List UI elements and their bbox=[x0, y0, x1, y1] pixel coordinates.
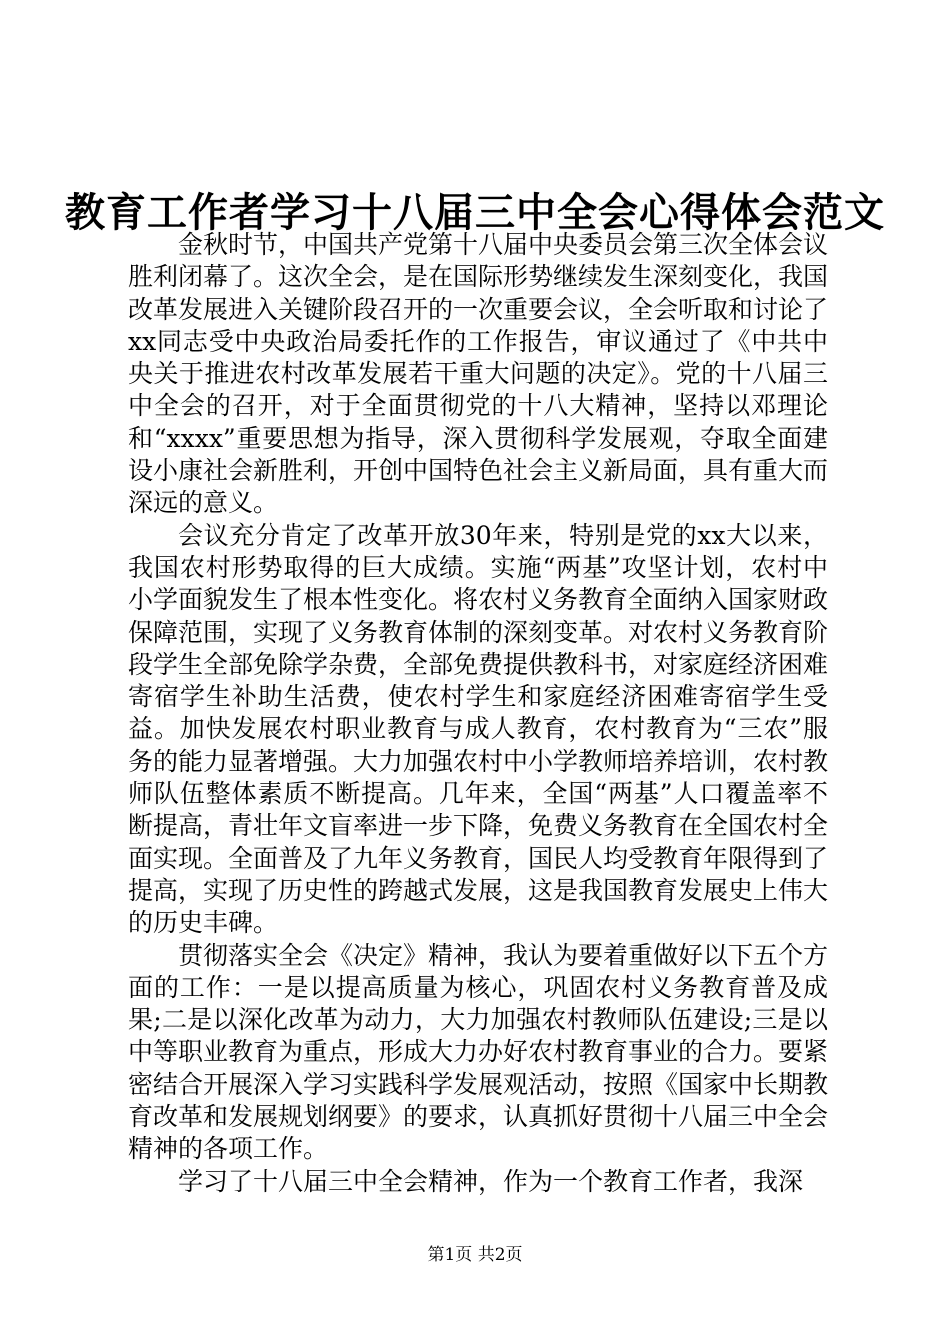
paragraph-2: 会议充分肯定了改革开放30年来，特别是党的xx大以来，我国农村形势取得的巨大成绩。实施“两基”攻坚计划，农村中小学面貌发生了根本性变化。将农村义务教育全面纳入国家财政保障范围，实现了义务教育体制的深刻变革。对农村义务教育阶段学生全部免除学杂费，全部免费提供教科书，对家庭经济困难寄宿学生补助生活费，使农村学生和家庭经济困难寄宿学生受益。加快发展农村职业教育与成人教育，农村教育为“三农”服务的能力显著增强。大力加强农村中小学教师培养培训，农村教师队伍整体素质不断提高。几年来，全国“两基”人口覆盖率不断提高，青壮年文盲率进一步下降，免费义务教育在全国农村全面实现。全面普及了九年义务教育，国民人均受教育年限得到了提高，实现了历史性的跨越式发展，这是我国教育发展史上伟大的历史丰碑。 bbox=[128, 520, 829, 938]
document-title: 教育工作者学习十八届三中全会心得体会范文 bbox=[65, 188, 885, 236]
paragraph-3: 贯彻落实全会《决定》精神，我认为要着重做好以下五个方面的工作：一是以提高质量为核心，巩固农村义务教育普及成果;二是以深化改革为动力，大力加强农村教师队伍建设;三是以中等职业教育为重点，形成大力办好农村教育事业的合力。要紧密结合开展深入学习实践科学发展观活动，按照《国家中长期教育改革和发展规划纲要》的要求，认真抓好贯彻十八届三中全会精神的各项工作。 bbox=[128, 940, 829, 1164]
page-number-footer: 第1页 共2页 bbox=[427, 1245, 523, 1265]
paragraph-4: 学习了十八届三中全会精神，作为一个教育工作者，我深 bbox=[178, 1166, 804, 1196]
document-body bbox=[128, 229, 828, 1198]
paragraph-1: 金秋时节，中国共产党第十八届中央委员会第三次全体会议胜利闭幕了。这次全会，是在国际形势继续发生深刻变化，我国改革发展进入关键阶段召开的一次重要会议，全会听取和讨论了xx同志受中央政治局委托作的工作报告，审议通过了《中共中央关于推进农村改革发展若干重大问题的决定》。党的十八届三中全会的召开，对于全面贯彻党的十八大精神，坚持以邓理论和“xxxx”重要思想为指导，深入贯彻科学发展观，夺取全面建设小康社会新胜利，开创中国特色社会主义新局面，具有重大而深远的意义。 bbox=[128, 230, 829, 518]
